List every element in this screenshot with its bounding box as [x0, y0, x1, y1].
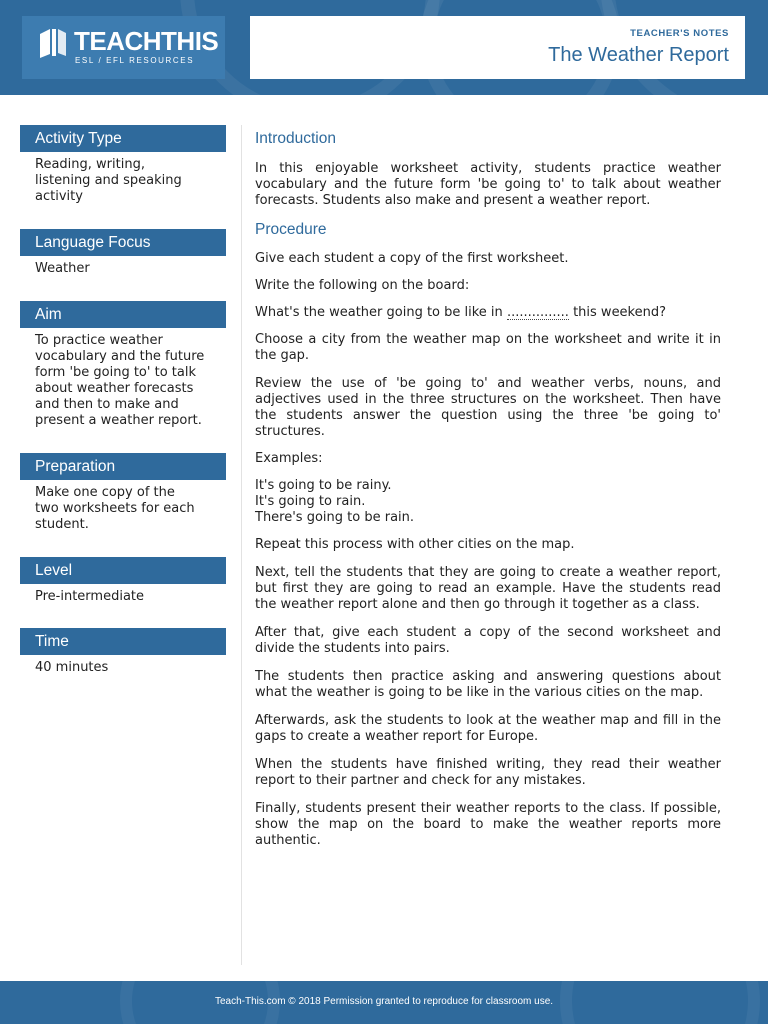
- teachthis-logo: [22, 16, 225, 79]
- section-body: [20, 328, 226, 429]
- examples-list: [255, 478, 721, 526]
- main-content: [255, 130, 721, 849]
- section-body: [20, 152, 226, 205]
- text-line: form 'be going to' to talk: [35, 365, 196, 380]
- text-line: To practice weather: [35, 333, 163, 348]
- text-line: Reading, writing,: [35, 157, 145, 172]
- board-question: [255, 305, 721, 321]
- text-line: student.: [35, 517, 89, 532]
- example-item: It's going to be rainy.: [255, 478, 392, 493]
- section-heading: Activity Type: [20, 125, 226, 152]
- procedure-paragraph: Finally, students present their weather reports to the class. If possible, show the map on the board to make the weather reports more authentic.: [255, 801, 721, 848]
- section-heading: Aim: [20, 301, 226, 328]
- teachers-notes-label: TEACHER'S NOTES: [630, 28, 729, 39]
- text-line: vocabulary and the future: [35, 349, 205, 364]
- title-box: [250, 16, 745, 79]
- board-question-start: What's the weather going to be like in: [255, 305, 503, 320]
- section-body: [20, 584, 226, 605]
- page-header: [0, 0, 768, 95]
- procedure-paragraph: Write the following on the board:: [255, 278, 470, 293]
- logo-subtitle: ESL / EFL RESOURCES: [75, 56, 195, 65]
- procedure-paragraph: Give each student a copy of the first worksheet.: [255, 251, 569, 266]
- text-line: activity: [35, 189, 83, 204]
- section-heading: Language Focus: [20, 229, 226, 256]
- introduction-text: In this enjoyable worksheet activity, students practice weather vocabulary and the future form 'be going to' to talk about weather forecasts. Students also make and present a weather report.: [255, 161, 721, 208]
- column-divider: [241, 125, 242, 965]
- procedure-paragraph: The students then practice asking and answering questions about what the weather is going to be like in the various cities on the map.: [255, 669, 721, 700]
- page-footer: [0, 981, 768, 1024]
- introduction-heading: Introduction: [255, 130, 336, 147]
- sidebar: [20, 125, 226, 688]
- text-line: Pre-intermediate: [35, 589, 145, 604]
- section-heading: Time: [20, 628, 226, 655]
- procedure-paragraph: Choose a city from the weather map on the worksheet and write it in the gap.: [255, 332, 721, 363]
- procedure-paragraph: Review the use of 'be going to' and weather verbs, nouns, and adjectives used in the three structures on the worksheet. Then have the students answer the question using the three 'be going to' structures.: [255, 376, 721, 439]
- section-body: [20, 256, 226, 277]
- page-title: The Weather Report: [548, 44, 729, 66]
- text-line: present a weather report.: [35, 413, 202, 428]
- open-book-icon: [36, 26, 70, 60]
- text-line: two worksheets for each: [35, 501, 195, 516]
- text-line: 40 minutes: [35, 660, 109, 675]
- logo-text: TEACHTHIS: [74, 26, 219, 56]
- text-line: Weather: [35, 261, 90, 276]
- section-heading: Preparation: [20, 453, 226, 480]
- text-line: Make one copy of the: [35, 485, 175, 500]
- board-question-end: this weekend?: [573, 305, 667, 320]
- time-section: [20, 628, 226, 688]
- procedure-heading: Procedure: [255, 221, 327, 238]
- procedure-paragraph: Afterwards, ask the students to look at the weather map and fill in the gaps to create a weather report for Europe.: [255, 713, 721, 744]
- section-heading: Level: [20, 557, 226, 584]
- procedure-paragraph: Repeat this process with other cities on the map.: [255, 537, 575, 552]
- procedure-paragraph: Next, tell the students that they are going to create a weather report, but first they are going to read an example. Have the students read the weather report alone and then go through it together as a class.: [255, 565, 721, 612]
- procedure-paragraph: When the students have finished writing, they read their weather report to their partner and check for any mistakes.: [255, 757, 721, 788]
- section-body: [20, 480, 226, 533]
- text-line: about weather forecasts: [35, 381, 194, 396]
- example-item: It's going to rain.: [255, 494, 366, 509]
- examples-label: Examples:: [255, 451, 323, 466]
- language-focus-section: [20, 229, 226, 301]
- text-line: and then to make and: [35, 397, 179, 412]
- level-section: [20, 557, 226, 628]
- activity-type-section: [20, 125, 226, 229]
- procedure-paragraph: After that, give each student a copy of the second worksheet and divide the students into pairs.: [255, 625, 721, 656]
- copyright-notice: Teach-This.com © 2018 Permission granted to reproduce for classroom use.: [214, 996, 554, 1007]
- aim-section: [20, 301, 226, 453]
- blank-gap: ...............: [506, 305, 569, 320]
- preparation-section: [20, 453, 226, 557]
- example-item: There's going to be rain.: [255, 510, 415, 525]
- section-body: [20, 655, 226, 676]
- text-line: listening and speaking: [35, 173, 182, 188]
